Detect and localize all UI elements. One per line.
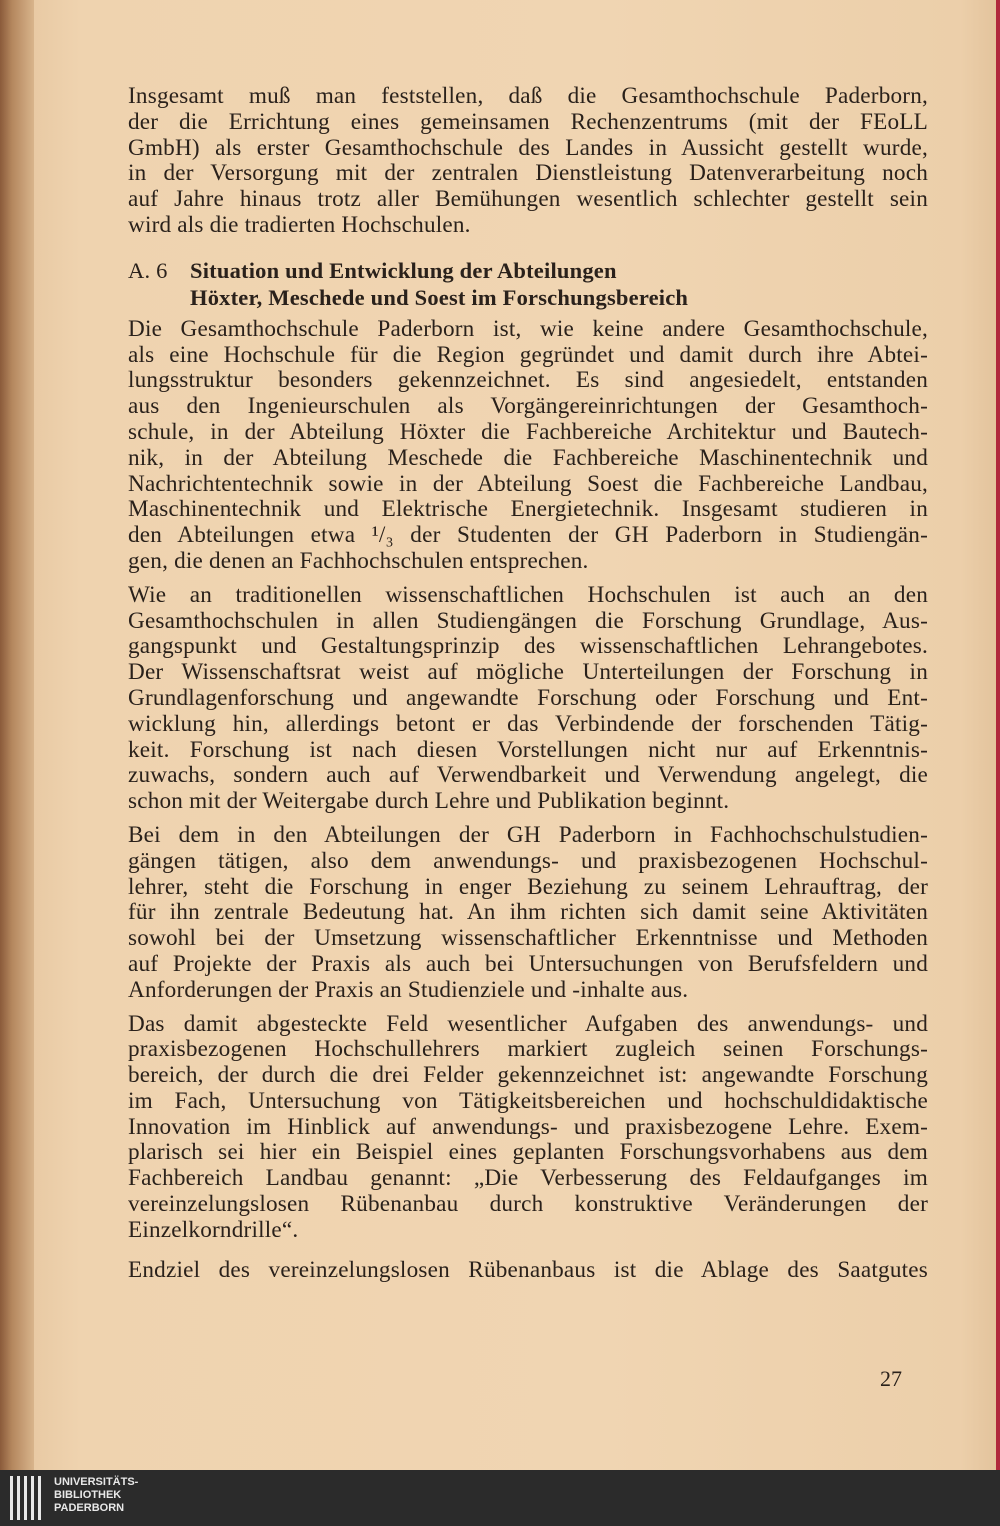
text-line: wird als die tradierten Hochschulen. — [128, 211, 471, 238]
page-text — [128, 84, 928, 1291]
text-line: Das damit abgesteckte Feld wesentlicher Aufgaben des anwendungs- und — [128, 1010, 928, 1037]
section-number: A. 6 — [128, 257, 168, 283]
book-spine — [0, 0, 34, 1470]
text-line: Wie an traditionellen wissenschaftlichen Hochschulen ist auch an den — [128, 581, 928, 608]
text-line: Die Gesamthochschule Paderborn ist, wie keine andere Gesamthochschule, — [128, 315, 928, 342]
text-line: aus den Ingenieurschulen als Vorgängereinrichtungen der Gesamthoch- — [128, 393, 928, 420]
text-line: Gesamthochschulen in allen Studiengängen die Forschung Grundlage, Aus- — [128, 607, 928, 634]
text-line: gangspunkt und Gestaltungsprinzip des wissenschaftlichen Lehrangebotes. — [128, 633, 928, 660]
text-line: GmbH) als erster Gesamthochschule des Landes in Aussicht gestellt wurde, — [128, 134, 928, 161]
paragraph-1 — [128, 317, 928, 575]
text-line: praxisbezogenen Hochschullehrers markiert zugleich seinen Forschungs- — [128, 1036, 928, 1063]
text-line: auf Projekte der Praxis als auch bei Untersuchungen von Berufsfeldern und — [128, 950, 928, 977]
section-heading — [128, 257, 928, 311]
text-line: Insgesamt muß man feststellen, daß die Gesamthochschule Paderborn, — [128, 83, 928, 109]
text-line: auf Jahre hinaus trotz aller Bemühungen wesentlich schlechter gestellt sein — [128, 186, 928, 213]
text-line: keit. Forschung ist nach diesen Vorstellungen nicht nur auf Erkenntnis- — [128, 736, 928, 763]
text-line: Der Wissenschaftsrat weist auf mögliche Unterteilungen der Forschung in — [128, 659, 928, 686]
paragraph-2 — [128, 583, 928, 815]
library-footer — [0, 1470, 1000, 1526]
text-line: Bei dem in den Abteilungen der GH Paderborn in Fachhochschulstudien- — [128, 821, 928, 848]
text-line: zuwachs, sondern auch auf Verwendbarkeit und Verwendung angelegt, die — [128, 762, 928, 789]
library-logo-text — [54, 1476, 138, 1515]
text-line: plarisch sei hier ein Beispiel eines geplanten Forschungsvorhabens aus dem — [128, 1139, 928, 1166]
text-line: Innovation im Hinblick auf anwendungs- und praxisbezogene Lehre. Exem- — [128, 1113, 928, 1140]
text-line: in der Versorgung mit der zentralen Dienstleistung Datenverarbeitung noch — [128, 160, 928, 187]
text-line: vereinzelungslosen Rübenanbau durch konstruktive Veränderungen der — [128, 1191, 928, 1218]
text-line: im Fach, Untersuchung von Tätigkeitsbereichen und hochschuldidaktische — [128, 1087, 928, 1114]
text-line: als eine Hochschule für die Region gegründet und damit durch ihre Abtei- — [128, 341, 928, 368]
section-title-line1: Situation und Entwicklung der Abteilungen — [190, 257, 617, 283]
text-line: der die Errichtung eines gemeinsamen Rechenzentrums (mit der FEoLL — [128, 108, 928, 135]
text-line: bereich, der durch die drei Felder gekennzeichnet ist: angewandte Forschung — [128, 1062, 928, 1089]
logo-line: UNIVERSITÄTS- — [54, 1476, 139, 1488]
text-line: Einzelkorndrille“. — [128, 1216, 299, 1243]
section-title-line2: Höxter, Meschede und Soest im Forschungsbereich — [190, 284, 689, 310]
text-line: Maschinentechnik und Elektrische Energietechnik. Insgesamt studieren in — [128, 496, 928, 523]
text-line: Nachrichtentechnik sowie in der Abteilung Soest die Fachbereiche Landbau, — [128, 470, 928, 497]
text-line: schon mit der Weitergabe durch Lehre und Publikation beginnt. — [128, 788, 730, 815]
text-line: schule, in der Abteilung Höxter die Fachbereiche Architektur und Bautech- — [128, 418, 928, 445]
logo-line: BIBLIOTHEK — [54, 1489, 122, 1501]
paragraph-5 — [128, 1258, 928, 1284]
text-line: lehrer, steht die Forschung in enger Beziehung zu seinem Lehrauftrag, der — [128, 873, 928, 900]
text-line: für ihn zentrale Bedeutung hat. An ihm richten sich damit seine Aktivitäten — [128, 899, 928, 926]
paragraph-3 — [128, 823, 928, 1004]
text-line: Grundlagenforschung und angewandte Forschung oder Forschung und Ent- — [128, 684, 928, 711]
page-number: 27 — [880, 1366, 902, 1391]
text-line: gen, die denen an Fachhochschulen entsprechen. — [128, 547, 589, 574]
text-line: Anforderungen der Praxis an Studienziele und -inhalte aus. — [128, 976, 689, 1003]
text-line: nik, in der Abteilung Meschede die Fachbereiche Maschinentechnik und — [128, 444, 928, 471]
logo-line: PADERBORN — [54, 1502, 125, 1514]
text-line: lungsstruktur besonders gekennzeichnet. Es sind angesiedelt, entstanden — [128, 367, 928, 394]
library-logo-icon — [8, 1474, 48, 1522]
text-line: den Abteilungen etwa ¹/₃ der Studenten der GH Paderborn in Studiengän- — [128, 522, 928, 549]
text-line: Endziel des vereinzelungslosen Rübenanbaus ist die Ablage des Saatgutes — [128, 1256, 928, 1283]
paragraph-4 — [128, 1012, 928, 1244]
text-line: Fachbereich Landbau genannt: „Die Verbesserung des Feldaufganges im — [128, 1165, 928, 1192]
intro-paragraph — [128, 84, 928, 239]
text-line: wicklung hin, allerdings betont er das Verbindende der forschenden Tätig- — [128, 710, 928, 737]
text-line: sowohl bei der Umsetzung wissenschaftlicher Erkenntnisse und Methoden — [128, 925, 928, 952]
text-line: gängen tätigen, also dem anwendungs- und praxisbezogenen Hochschul- — [128, 847, 928, 874]
cover-edge — [996, 0, 1000, 1470]
